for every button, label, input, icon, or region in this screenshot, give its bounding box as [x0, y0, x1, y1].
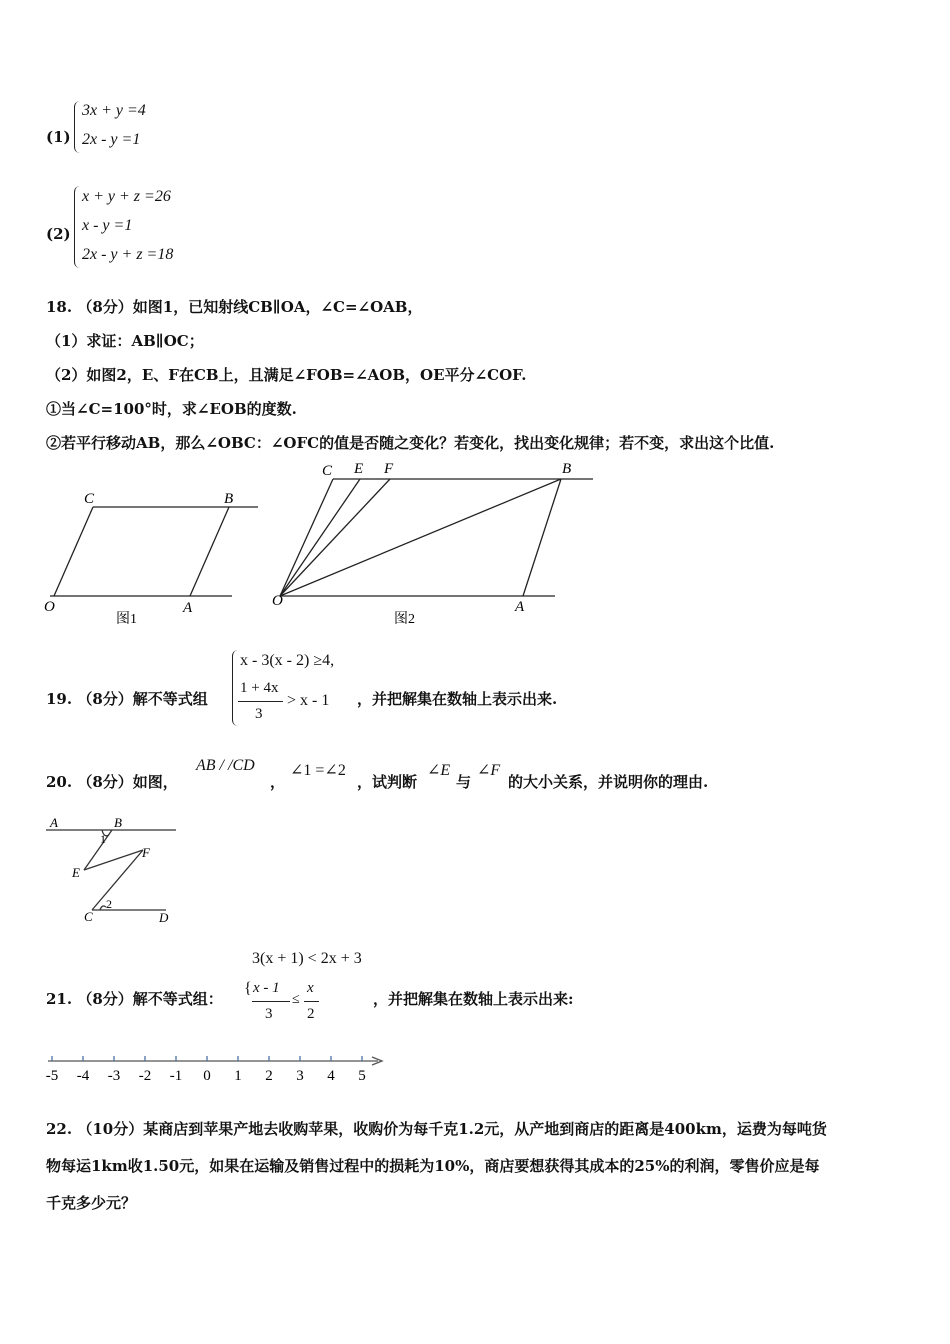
fig1-caption: 图1 [116, 612, 137, 627]
fig2-segment-ob [280, 479, 561, 596]
q20-angle-equality: ∠1 =∠2 [290, 762, 346, 779]
q21-tick-label: 2 [265, 1068, 273, 1084]
q22-line1: 22. （10分）某商店到苹果产地去收购苹果，收购价为每千克1.2元，从产地到商店的距离是400km，运费为每吨货 [46, 1120, 827, 1138]
q18-line4: ①当∠C=100°时，求∠EOB的度数. [46, 400, 297, 418]
q17-part1-eq2: 2x - y =1 [82, 131, 141, 148]
q19-ineq1: x - 3(x - 2) ≥4, [240, 652, 335, 669]
q21-tick-label: 0 [203, 1068, 211, 1084]
q21-tick-label: -3 [107, 1068, 121, 1084]
q21-frac1-bar [252, 1001, 290, 1002]
q20-figure [40, 810, 190, 930]
q21-tick-label: 4 [327, 1068, 335, 1084]
q21-tick-label: 5 [358, 1068, 366, 1084]
q20-label-c: C [84, 909, 93, 924]
q21-tick-label: -1 [169, 1068, 183, 1084]
fig1-label-c: C [84, 491, 95, 507]
q20-mid: ，试判断 [357, 773, 418, 791]
q20-label-b: B [114, 815, 122, 830]
q22-line2: 物每运1km收1.50元，如果在运输及销售过程中的损耗为10%，商店要想获得其成本的25%的利润，零售价应是每 [46, 1157, 820, 1175]
fig1-label-a: A [183, 600, 193, 616]
fig1-label-o: O [44, 599, 55, 615]
q21-prefix: 21. （8分）解不等式组： [46, 990, 223, 1008]
q21-tick-label: -4 [76, 1068, 90, 1084]
q17-part1-brace [74, 101, 81, 153]
q17-part1-label: (1) [46, 128, 71, 146]
fig2-label-b: B [562, 461, 572, 477]
fig2-label-f: F [384, 461, 394, 477]
q21-frac2-denominator: 2 [307, 1006, 315, 1022]
q20-angle-e: ∠E [427, 762, 451, 779]
fig2-segment-ab [523, 479, 561, 596]
q17-part1-eq1: 3x + y =4 [82, 102, 146, 119]
fig2-caption: 图2 [394, 612, 415, 627]
q20-suffix: 的大小关系，并说明你的理由. [508, 773, 709, 791]
q21-tick-label: 3 [296, 1068, 304, 1084]
q21-tick-label: -5 [45, 1068, 59, 1084]
q20-label-2: 2 [106, 897, 112, 911]
q18-figure-2 [280, 479, 593, 596]
q22-line3: 千克多少元？ [46, 1194, 137, 1212]
q20-prefix: 20. （8分）如图， [46, 773, 178, 791]
q19-prefix: 19. （8分）解不等式组 [46, 690, 208, 708]
q20-and: 与 [456, 773, 472, 791]
fig2-label-e: E [354, 461, 364, 477]
q20-label-1: 1 [100, 832, 106, 846]
q18-figure-1 [50, 507, 258, 596]
q17-part2-eq1: x + y + z =26 [82, 188, 171, 205]
fig2-segment-oc [280, 479, 333, 596]
q17-part2-label: (2) [46, 225, 71, 243]
q21-le: ≤ [292, 992, 300, 1007]
q20-angle-f: ∠F [477, 762, 501, 779]
q20-label-f: F [142, 845, 150, 860]
q19-frac-denominator: 3 [255, 706, 263, 722]
q18-line2: （1）求证：AB∥OC； [46, 332, 204, 350]
q21-brace: { [244, 980, 252, 997]
q18-line5: ②若平行移动AB，那么∠OBC：∠OFC的值是否随之变化？若变化，找出变化规律；若不变，求出这个比值. [46, 434, 775, 452]
q20-parallel-statement: AB / /CD [196, 757, 255, 774]
fig2-label-o: O [272, 593, 283, 609]
fig2-label-c: C [322, 463, 333, 479]
q17-part2-brace [74, 186, 81, 268]
fig2-label-a: A [515, 599, 525, 615]
q21-frac2-bar [304, 1001, 319, 1002]
fig2-segment-oe [280, 479, 360, 596]
q20-label-d: D [159, 910, 169, 925]
fig1-label-b: B [224, 491, 234, 507]
q20-sep: ， [270, 773, 286, 791]
fig1-segment-oc [54, 507, 93, 596]
q19-frac-bar [238, 701, 283, 702]
q21-number-line [40, 1050, 390, 1090]
q21-frac1-denominator: 3 [265, 1006, 273, 1022]
q21-frac1-numerator: x - 1 [253, 980, 280, 996]
fig2-segment-of [280, 479, 390, 596]
q19-suffix: ，并把解集在数轴上表示出来. [357, 690, 558, 708]
fig1-segment-ab [190, 507, 229, 596]
q19-brace [232, 650, 239, 726]
q20-label-e: E [72, 865, 80, 880]
q17-part2-eq3: 2x - y + z =18 [82, 246, 174, 263]
q18-line1: 18. （8分）如图1，已知射线CB∥OA，∠C=∠OAB， [46, 298, 423, 316]
q19-frac-numerator: 1 + 4x [240, 680, 279, 696]
q21-tick-label: -2 [138, 1068, 152, 1084]
q21-tick-label: 1 [234, 1068, 242, 1084]
q17-part2-eq2: x - y =1 [82, 217, 133, 234]
q21-ineq1: 3(x + 1) < 2x + 3 [252, 950, 362, 967]
q18-figures [0, 455, 620, 635]
q21-frac2-numerator: x [307, 980, 314, 996]
q18-line3: （2）如图2，E、F在CB上，且满足∠FOB=∠AOB，OE平分∠COF. [46, 366, 527, 384]
q21-suffix: ，并把解集在数轴上表示出来: [373, 990, 574, 1008]
q20-label-a: A [50, 815, 58, 830]
q19-frac-rest: > x - 1 [287, 692, 330, 709]
